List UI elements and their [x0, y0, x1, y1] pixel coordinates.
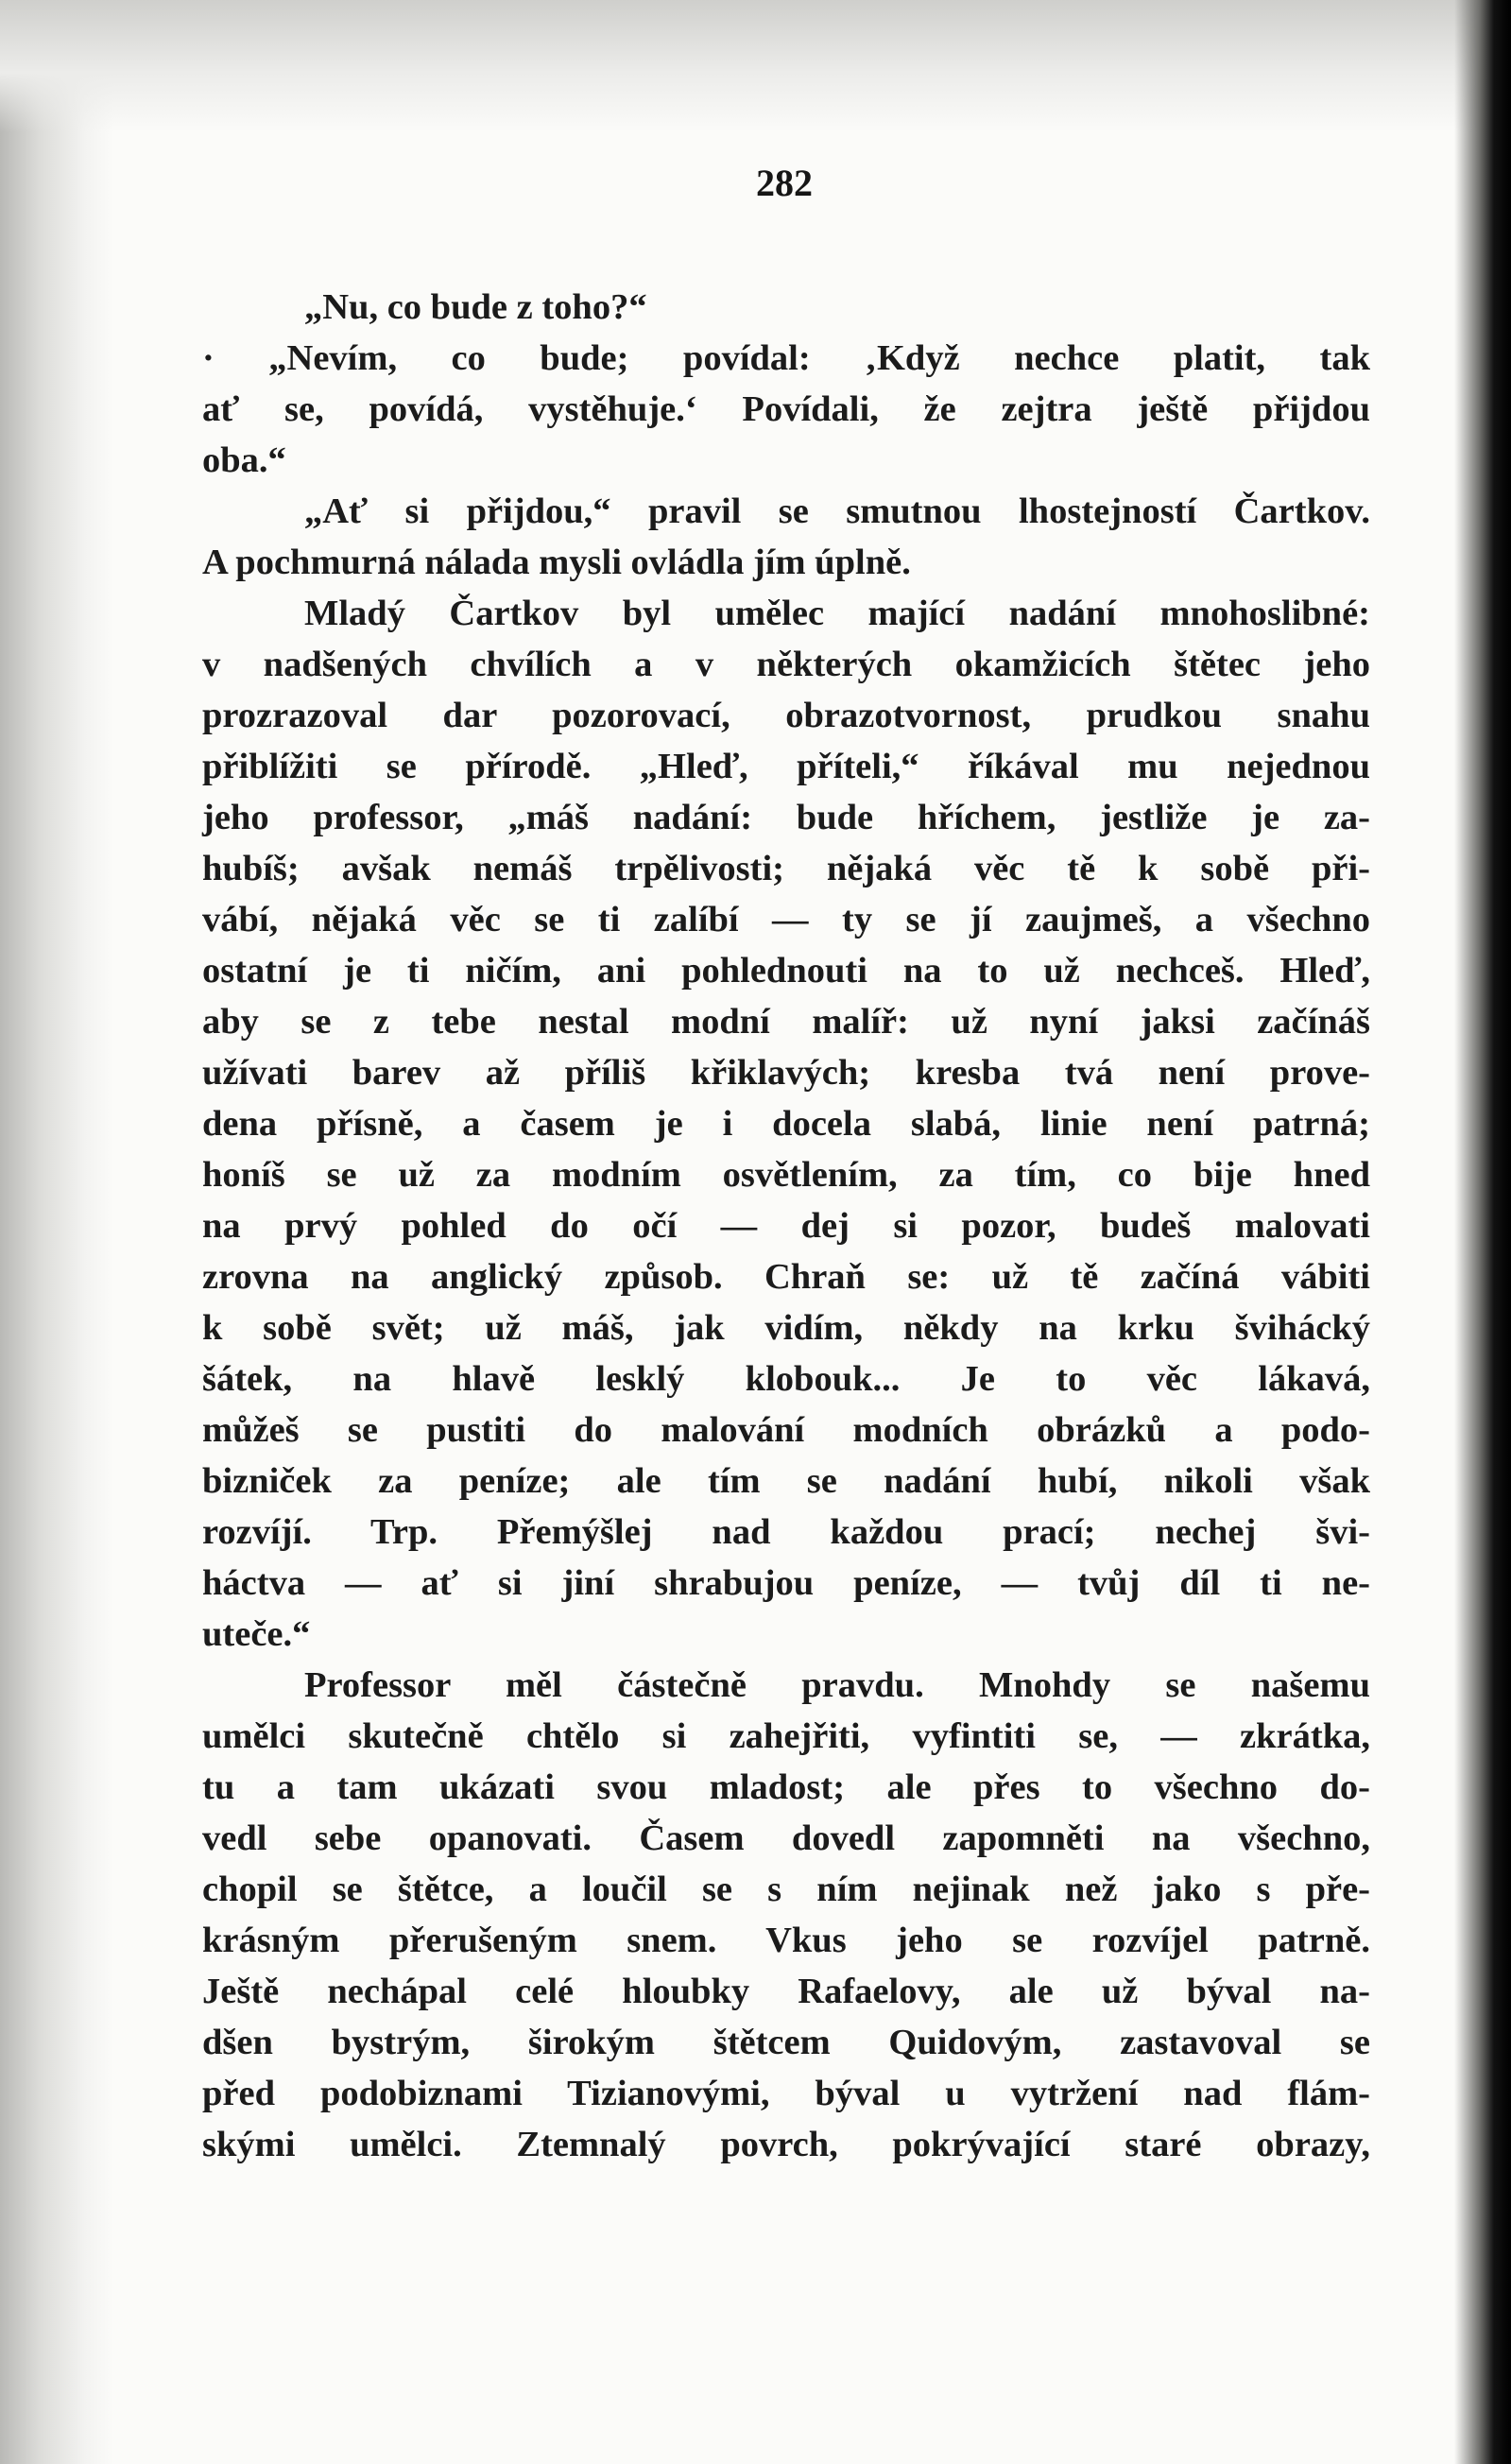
body-text [202, 282, 1370, 2170]
text-line: háctva — ať si jiní shrabujou peníze, — tvůj díl ti ne- [202, 1563, 1370, 1603]
text-line: zrovna na anglický způsob. Chraň se: už tě začíná vábiti [202, 1257, 1370, 1297]
text-line: honíš se už za modním osvětlením, za tím, co bije hned [202, 1155, 1370, 1195]
page-number: 282 [756, 162, 813, 204]
text-line: prozrazoval dar pozorovací, obrazotvornost, prudkou snahu [202, 696, 1370, 735]
text-line: šátek, na hlavě lesklý klobouk... Je to věc lákavá, [202, 1359, 1370, 1399]
text-line: umělci skutečně chtělo si zahejřiti, vyfintiti se, — zkrátka, [202, 1716, 1370, 1756]
page-top-shadow [0, 0, 1511, 132]
text-line: tu a tam ukázati svou mladost; ale přes to všechno do- [202, 1767, 1370, 1807]
text-line: „Nu, co bude z toho?“ [304, 287, 647, 327]
text-line: užívati barev až příliš křiklavých; kresba tvá není prove- [202, 1053, 1370, 1093]
page-right-binding-edge [1454, 0, 1511, 2464]
page-left-shadow [0, 0, 113, 2464]
text-line: Professor měl částečně pravdu. Mnohdy se našemu [304, 1665, 1370, 1705]
text-line: dšen bystrým, širokým štětcem Quidovým, zastavoval se [202, 2023, 1370, 2062]
text-line: rozvíjí. Trp. Přemýšlej nad každou prací; nechej švi- [202, 1512, 1370, 1552]
text-line: bizniček za peníze; ale tím se nadání hubí, nikoli však [202, 1461, 1370, 1501]
text-line: A pochmurná nálada mysli ovládla jím úplně. [202, 543, 911, 582]
text-line: jeho professor, „máš nadání: bude hříchem, jestliže je za- [202, 798, 1370, 837]
text-line: · „Nevím, co bude; povídal: ‚Když nechce platit, tak [202, 338, 1370, 378]
text-line: uteče.“ [202, 1614, 311, 1654]
text-line: oba.“ [202, 440, 286, 480]
text-line: vábí, nějaká věc se ti zalíbí — ty se jí zaujmeš, a všechno [202, 900, 1370, 939]
text-line: před podobiznami Tizianovými, býval u vytržení nad flám- [202, 2074, 1370, 2113]
text-line: hubíš; avšak nemáš trpělivosti; nějaká věc tě k sobě při- [202, 849, 1370, 888]
text-line: můžeš se pustiti do malování modních obrázků a podo- [202, 1410, 1370, 1450]
text-line: ostatní je ti ničím, ani pohlednouti na to už nechceš. Hleď, [202, 951, 1370, 991]
text-line: aby se z tebe nestal modní malíř: už nyní jaksi začínáš [202, 1002, 1370, 1042]
text-line: přiblížiti se přírodě. „Hleď, příteli,“ říkával mu nejednou [202, 747, 1370, 786]
text-line: v nadšených chvílích a v některých okamžicích štětec jeho [202, 645, 1370, 684]
text-line: Mladý Čartkov byl umělec mající nadání mnohoslibné: [304, 594, 1370, 633]
text-line: k sobě svět; už máš, jak vidím, někdy na krku švihácký [202, 1308, 1370, 1348]
text-line: dena přísně, a časem je i docela slabá, linie není patrná; [202, 1104, 1370, 1144]
text-line: na prvý pohled do očí — dej si pozor, budeš malovati [202, 1206, 1370, 1246]
text-line: Ještě nechápal celé hloubky Rafaelovy, ale už býval na- [202, 1972, 1370, 2011]
text-line: skými umělci. Ztemnalý povrch, pokrývající staré obrazy, [202, 2125, 1370, 2164]
text-line: „Ať si přijdou,“ pravil se smutnou lhostejností Čartkov. [304, 491, 1370, 531]
text-line: vedl sebe opanovati. Časem dovedl zapomněti na všechno, [202, 1818, 1370, 1858]
text-line: krásným přerušeným snem. Vkus jeho se rozvíjel patrně. [202, 1921, 1370, 1960]
text-line: ať se, povídá, vystěhuje.‘ Povídali, že zejtra ještě přijdou [202, 389, 1370, 429]
text-line: chopil se štětce, a loučil se s ním nejinak než jako s pře- [202, 1870, 1370, 1909]
